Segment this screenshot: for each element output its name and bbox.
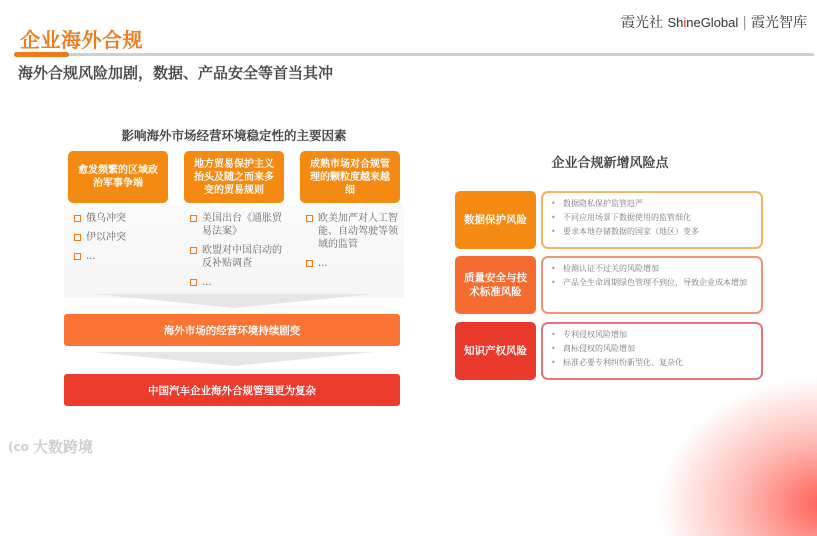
title-accent-bar bbox=[14, 52, 69, 57]
brand-latin-a: Sh bbox=[667, 15, 684, 30]
list-item: 欧美加严对人工智能、自动驾驶等领域的监管 bbox=[304, 212, 400, 251]
list-item: 伊以冲突 bbox=[72, 231, 184, 244]
list-item: • 标准必要专利纠纷新型化、复杂化 bbox=[551, 357, 753, 369]
watermark bbox=[8, 436, 93, 457]
list-item: • 商标侵权的风险增加 bbox=[551, 343, 753, 355]
risk-box-ip bbox=[541, 322, 763, 380]
brand-logo bbox=[621, 12, 807, 32]
watermark-text: 大数跨境 bbox=[32, 438, 93, 456]
risk-box-quality-safety bbox=[541, 256, 763, 314]
list-item: 欧盟对中国启动的反补贴调查 bbox=[188, 244, 284, 270]
factor-list-1 bbox=[72, 212, 184, 269]
title-divider bbox=[14, 53, 814, 56]
risk-label-data-protection: 数据保护风险 bbox=[455, 191, 536, 249]
list-item: • 检测认证不过关的风险增加 bbox=[551, 263, 753, 275]
watermark-logo-icon: (co bbox=[8, 439, 29, 454]
list-item: • 专利侵权风险增加 bbox=[551, 329, 753, 341]
risks-heading: 企业合规新增风险点 bbox=[551, 156, 669, 171]
list-item: • 不同应用场景下数据使用的监管细化 bbox=[551, 212, 753, 224]
corner-glow-decoration bbox=[657, 376, 817, 536]
page-subtitle: 海外合规风险加剧，数据、产品安全等首当其冲 bbox=[18, 64, 334, 82]
brand-think-tank: 霞光智库 bbox=[751, 15, 807, 31]
down-arrow-icon bbox=[94, 294, 374, 308]
environment-change-bar: 海外市场的经营环境持续剧变 bbox=[64, 314, 400, 346]
brand-latin-b: neGlobal bbox=[686, 15, 739, 30]
brand-name-latin bbox=[667, 15, 738, 30]
factor-list-2 bbox=[188, 212, 284, 295]
risk-label-ip: 知识产权风险 bbox=[455, 322, 536, 380]
risk-box-data-protection bbox=[541, 191, 763, 249]
list-item: ... bbox=[188, 276, 284, 289]
list-item: 美国出台《通胀贸易法案》 bbox=[188, 212, 284, 238]
list-item: • 要求本地存储数据的国家（地区）变多 bbox=[551, 226, 753, 238]
factors-heading: 影响海外市场经营环境稳定性的主要因素 bbox=[121, 128, 347, 143]
factor-card-2: 地方贸易保护主义抬头及随之而来多变的贸易规则 bbox=[184, 151, 284, 203]
page-title: 企业海外合规 bbox=[20, 28, 143, 52]
brand-latin-i: i bbox=[683, 15, 687, 30]
factor-card-1: 愈发频繁的区域政治军事争端 bbox=[68, 151, 168, 203]
list-item: 俄乌冲突 bbox=[72, 212, 184, 225]
down-arrow-icon bbox=[94, 352, 374, 366]
compliance-complexity-bar: 中国汽车企业海外合规管理更为复杂 bbox=[64, 374, 400, 406]
risk-label-quality-safety: 质量安全与技术标准风险 bbox=[455, 256, 536, 314]
brand-separator: | bbox=[742, 15, 747, 31]
brand-name-cn: 霞光社 bbox=[620, 15, 668, 31]
list-item: ... bbox=[72, 250, 184, 263]
list-item: • 数据隐私保护监管趋严 bbox=[551, 198, 753, 210]
factors-panel bbox=[64, 120, 404, 420]
list-item: • 产品全生命周期绿色管理不到位，导致企业成本增加 bbox=[551, 277, 753, 289]
factor-card-3: 成熟市场对合规管理的颗粒度越来越细 bbox=[300, 151, 400, 203]
list-item: ... bbox=[304, 257, 400, 270]
factor-list-3 bbox=[304, 212, 400, 276]
